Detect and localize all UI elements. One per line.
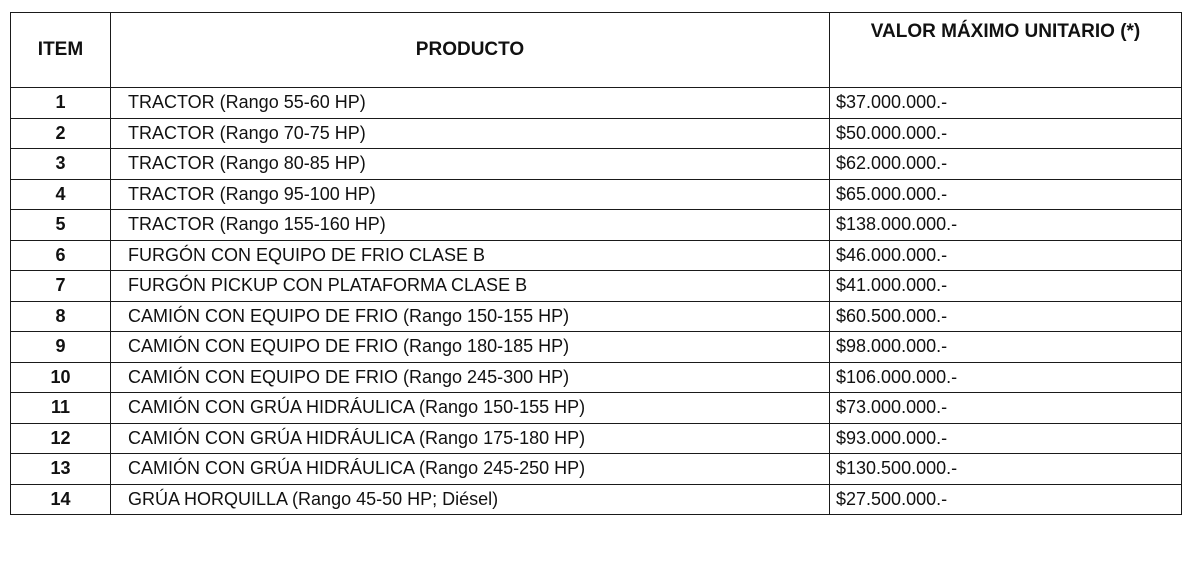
- cell-value: $46.000.000.-: [830, 240, 1182, 271]
- header-item: ITEM: [11, 13, 111, 88]
- cell-item: 10: [11, 362, 111, 393]
- table-row: [11, 423, 1182, 454]
- table-row: [11, 362, 1182, 393]
- cell-product: FURGÓN CON EQUIPO DE FRIO CLASE B: [111, 240, 830, 271]
- table-row: [11, 271, 1182, 302]
- table-row: [11, 454, 1182, 485]
- table-header: [11, 13, 1182, 88]
- cell-product: CAMIÓN CON EQUIPO DE FRIO (Rango 180-185 HP): [111, 332, 830, 363]
- cell-product: TRACTOR (Rango 70-75 HP): [111, 118, 830, 149]
- cell-item: 3: [11, 149, 111, 180]
- cell-item: 6: [11, 240, 111, 271]
- cell-value: $106.000.000.-: [830, 362, 1182, 393]
- cell-product: CAMIÓN CON GRÚA HIDRÁULICA (Rango 150-155 HP): [111, 393, 830, 424]
- cell-value: $73.000.000.-: [830, 393, 1182, 424]
- cell-value: $98.000.000.-: [830, 332, 1182, 363]
- cell-product: GRÚA HORQUILLA (Rango 45-50 HP; Diésel): [111, 484, 830, 515]
- cell-value: $41.000.000.-: [830, 271, 1182, 302]
- cell-item: 9: [11, 332, 111, 363]
- table-row: [11, 179, 1182, 210]
- cell-item: 13: [11, 454, 111, 485]
- cell-value: $27.500.000.-: [830, 484, 1182, 515]
- cell-product: CAMIÓN CON EQUIPO DE FRIO (Rango 150-155 HP): [111, 301, 830, 332]
- cell-value: $50.000.000.-: [830, 118, 1182, 149]
- table-row: [11, 240, 1182, 271]
- cell-item: 14: [11, 484, 111, 515]
- cell-item: 1: [11, 88, 111, 119]
- header-product: PRODUCTO: [111, 13, 830, 88]
- cell-item: 4: [11, 179, 111, 210]
- cell-product: TRACTOR (Rango 95-100 HP): [111, 179, 830, 210]
- cell-value: $93.000.000.-: [830, 423, 1182, 454]
- cell-item: 7: [11, 271, 111, 302]
- table-row: [11, 88, 1182, 119]
- cell-product: TRACTOR (Rango 155-160 HP): [111, 210, 830, 241]
- table-row: [11, 393, 1182, 424]
- cell-product: TRACTOR (Rango 80-85 HP): [111, 149, 830, 180]
- table-row: [11, 210, 1182, 241]
- table-row: [11, 332, 1182, 363]
- cell-item: 11: [11, 393, 111, 424]
- cell-value: $65.000.000.-: [830, 179, 1182, 210]
- cell-value: $138.000.000.-: [830, 210, 1182, 241]
- table-row: [11, 149, 1182, 180]
- cell-product: FURGÓN PICKUP CON PLATAFORMA CLASE B: [111, 271, 830, 302]
- table-row: [11, 118, 1182, 149]
- cell-item: 2: [11, 118, 111, 149]
- cell-product: CAMIÓN CON GRÚA HIDRÁULICA (Rango 245-250 HP): [111, 454, 830, 485]
- cell-product: TRACTOR (Rango 55-60 HP): [111, 88, 830, 119]
- cell-product: CAMIÓN CON EQUIPO DE FRIO (Rango 245-300 HP): [111, 362, 830, 393]
- table-row: [11, 484, 1182, 515]
- cell-item: 5: [11, 210, 111, 241]
- header-row: [11, 13, 1182, 88]
- cell-value: $37.000.000.-: [830, 88, 1182, 119]
- header-value: VALOR MÁXIMO UNITARIO (*): [830, 13, 1182, 88]
- cell-value: $62.000.000.-: [830, 149, 1182, 180]
- cell-value: $130.500.000.-: [830, 454, 1182, 485]
- table-body: [11, 88, 1182, 515]
- cell-item: 8: [11, 301, 111, 332]
- cell-product: CAMIÓN CON GRÚA HIDRÁULICA (Rango 175-180 HP): [111, 423, 830, 454]
- cell-item: 12: [11, 423, 111, 454]
- price-table: [10, 12, 1182, 515]
- cell-value: $60.500.000.-: [830, 301, 1182, 332]
- table-row: [11, 301, 1182, 332]
